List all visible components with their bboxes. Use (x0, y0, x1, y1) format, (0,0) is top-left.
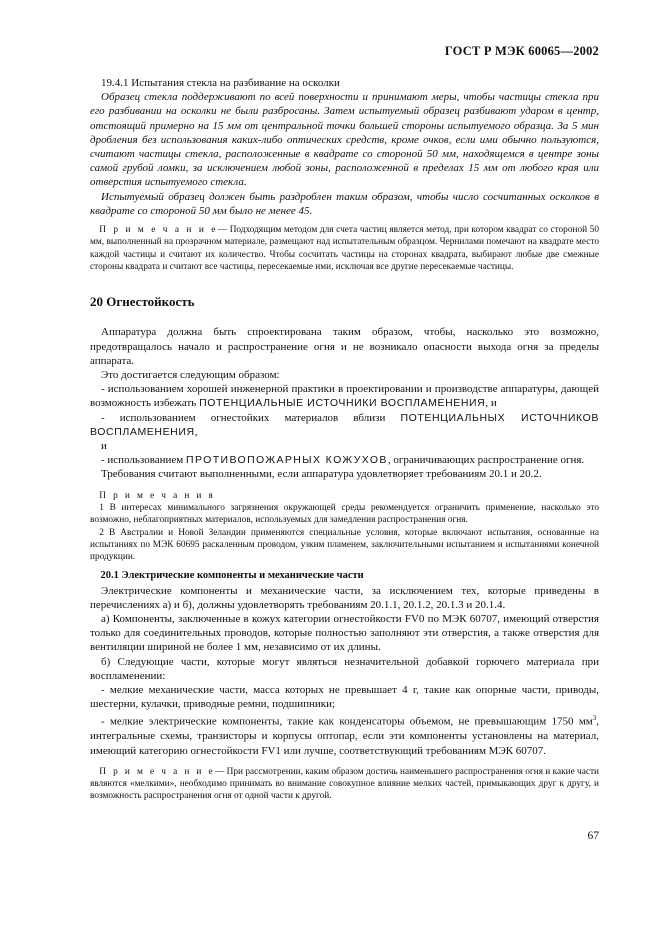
term-caps: ПОТЕНЦИАЛЬНЫХ ИСТОЧНИКОВ ВОСПЛАМЕНЕНИЯ (90, 411, 600, 438)
list-item-b: б) Следующие части, которые могут являться незначительной добавкой горючего материала при воспламенении: (90, 655, 599, 682)
paragraph: Образец стекла поддерживают по всей поверхности и принимают меры, чтобы частицы стекла при его разбивании на осколки не были разбросаны. Затем испытуемый образец разбивают ударом в центр, отстоящий примерно на 15 мм от центральной точки большей стороны испытуемого образца. За 5 мин дробления без использования каких-либо оптических средств, кроме очков, если ими обычно пользуются, считают частицы стекла, расположенные в квадрате со стороной 50 мм, находящемся в центре зоны самой грубой ломки, за исключением любой зоны, расположенной в пределах 15 мм от любого края или отверстия испытуемого стекла. (90, 91, 599, 189)
sub-list-item: - мелкие электрические компоненты, такие как конденсаторы объемом, не превышающим 1750 $мм^3$, интегральные схемы, транзисторы и корпусы оптопар, если эти компоненты установлены на материал, имеющий категорию огнестойкости FV1 или лучше, соответствующий требованиям МЭК 60707. (90, 714, 599, 757)
note-2: 2 В Австралии и Новой Зеландии применяются специальные условия, которые включают испытания, основанные на испытаниях по МЭК 60695 раскаленным проводом, узким пламенем, заключительными испытанием и испытаниями конечной продукции. (90, 527, 599, 563)
page-content (90, 76, 599, 803)
paragraph: Электрические компоненты и механические части, за исключением тех, которые приведены в перечислениях а) и б), должны удовлетворять требованиям 20.1.1, 20.1.2, 20.1.3 и 20.1.4. (90, 584, 599, 611)
note-text: — Подходящим методом для счета частиц является метод, при котором квадрат со стороной 50 мм, выполненный на прозрачном материале, размещают над испытательным образцом. Чернилами помечают на квадрате место каждой частицы и считают их количество. Чтобы сосчитать частицы на сторонах квадрата, выбирают любые две смежные стороны квадрата и считают все частицы, пересекаемые ими, исключая все другие пересекаемые частицы. (90, 225, 600, 272)
paragraph: Аппаратура должна быть спроектирована таким образом, чтобы, насколько это возможно, предотвращалось начало и распространение огня и не возникало опасности выхода огня за пределы аппарата. (90, 326, 599, 367)
term-caps: ПОТЕНЦИАЛЬНЫЕ ИСТОЧНИКИ ВОСПЛАМЕНЕНИЯ (199, 397, 486, 410)
conjunction: и (101, 440, 107, 453)
paragraph: Испытуемый образец должен быть раздроблен таким образом, чтобы число сосчитанных осколков в квадрате со стороной 50 мм было не менее 45. (90, 190, 599, 217)
page-number: 67 (587, 830, 599, 842)
notes-label: П р и м е ч а н и я (99, 490, 216, 501)
term-caps: ПРОТИВОПОЖАРНЫХ КОЖУХОВ (186, 454, 388, 467)
list-item: - использованием огнестойких материалов вблизи ПОТЕНЦИАЛЬНЫХ ИСТОЧНИКОВ ВОСПЛАМЕНЕНИЯ, (90, 411, 600, 438)
note (90, 766, 599, 803)
document-code-header: ГОСТ Р МЭК 60065—2002 (444, 44, 599, 58)
subsection-title-19-4-1: 19.4.1 Испытания стекла на разбивание на осколки (101, 77, 340, 89)
paragraph: Требования считают выполненными, если аппаратура удовлетворяет требованиям 20.1 и 20.2. (101, 468, 542, 481)
paragraph: Это достигается следующим образом: (101, 369, 280, 382)
superscript: 3 (592, 714, 597, 723)
note-1: 1 В интересах минимального загрязнения окружающей среды рекомендуется ограничить применение, насколько это возможно, неблагоприятных материалов, используемых для замедления распространения огня. (90, 502, 599, 526)
sub-list-item: - мелкие механические части, масса которых не превышает 4 г, такие как опорные части, приводы, шестерни, кулачки, приводные ремни, подшипники; (90, 684, 599, 711)
note-text: — При рассмотрении, каким образом достичь наименьшего распространения огня и какие части являются «мелкими», необходимо принимать во внимание совокупное влияние мелких частей, примыкающих друг к другу, и возможность распространения огня от одной части к другой. (90, 766, 600, 802)
note (90, 224, 599, 273)
section-heading-20: 20 Огнестойкость (90, 294, 195, 310)
subsection-heading-20-1: 20.1 Электрические компоненты и механические части (100, 570, 364, 582)
note-label: П р и м е ч а н и е (99, 225, 218, 236)
list-item: - использованием ПРОТИВОПОЖАРНЫХ КОЖУХОВ, ограничивающих распространение огня. (101, 454, 585, 467)
note-label: П р и м е ч а н и е (99, 766, 216, 777)
list-item-a: а) Компоненты, заключенные в кожух категории огнестойкости FV0 по МЭК 60707, имеющий отверстия только для соединительных проводов, которые полностью заполняют эти отверстия, а также отверстия для вентиляции шириной не более 1 мм, независимо от их длины. (90, 613, 599, 654)
list-item: - использованием хорошей инженерной практики в проектировании и производстве аппаратуры, дающей возможность избежать ПОТЕНЦИАЛЬНЫЕ ИСТОЧНИКИ ВОСПЛАМЕНЕНИЯ, и (90, 383, 599, 410)
